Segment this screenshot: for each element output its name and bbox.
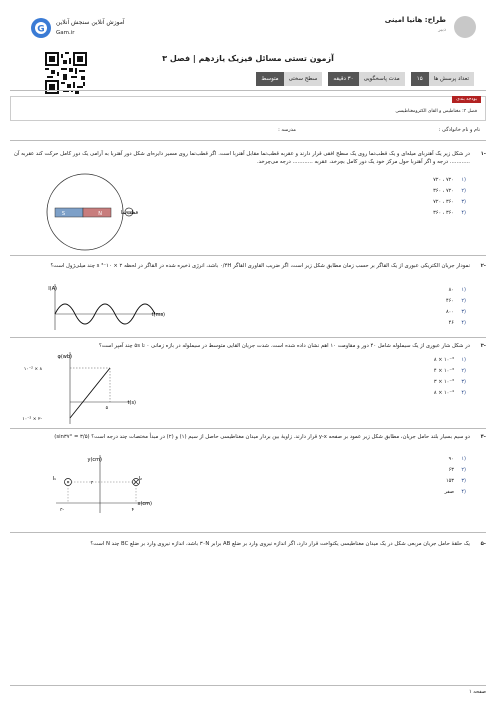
graph-x-tick: ۵: [105, 406, 108, 411]
syllabus-tag: بودجه بندی: [452, 96, 481, 103]
divider: [10, 90, 486, 91]
divider: [10, 255, 486, 256]
brand-logo: [30, 17, 52, 39]
x-tick-left: -۳: [59, 508, 64, 513]
question-number: -۱: [480, 151, 486, 157]
question-2: [10, 262, 486, 337]
option-2[interactable]: (۲ ۶۳: [448, 467, 466, 473]
option-3[interactable]: (۳ ۱۵۳: [445, 478, 466, 484]
divider: [10, 428, 486, 429]
questions-count-label: تعداد پرسش ها: [429, 72, 474, 86]
exam-header: [10, 10, 486, 84]
option-4[interactable]: (۴ ۳۶۰ ، ۳۶۰: [433, 210, 466, 216]
syllabus-text: فصل ۳: مغناطیس و القای الکترومغناطیسی: [395, 109, 477, 114]
divider: [10, 685, 486, 686]
school-label: مدرسه :: [278, 127, 296, 133]
option-2[interactable]: (۲ ۴ × ۱۰⁻³: [433, 368, 466, 374]
syllabus-box: [10, 96, 486, 121]
option-1[interactable]: (۱ ۹۰: [448, 456, 466, 462]
divider: [10, 532, 486, 533]
graph-y-label: φ(wb): [57, 354, 72, 360]
x-tick-right: ۴: [131, 508, 134, 513]
option-4[interactable]: (۴ ۸ × ۱۰⁻⁴: [433, 390, 466, 396]
question-number: -۲: [480, 263, 486, 269]
exam-title: آزمون تستی مسائل فیزیک یازدهم | فصل ۳: [162, 54, 334, 63]
difficulty-value: متوسط: [256, 72, 283, 86]
question-3: [10, 342, 486, 424]
graph-y-label: I(A): [48, 286, 57, 292]
option-1[interactable]: (۱ ۷۲۰ ، ۷۲۰: [433, 177, 466, 183]
graph-y-top-tick: ۸ × ۱۰⁻²: [23, 367, 42, 372]
option-3[interactable]: (۳ ۳ × ۱۰⁻³: [433, 379, 466, 385]
graph-y-label: y(cm): [87, 457, 102, 463]
question-1: [10, 150, 486, 250]
question-text: در شکل زیر یک آهنربای میله‌ای و یک قطب‌نما روی یک سطح افقی قرار دارند و عقربه قطب‌نما مقابل آهنربا است. اگر قطب‌نما روی مسیر دایره‌ای شکل دور آهنربا به آرامی یک دور کامل حرکت کند عقربه آن ............ درجه و اگر آهنربا حول مرکز خود یک دور کامل بچرخد، عقربه ............ درجه می‌چرخد.: [14, 151, 470, 165]
options-list: [416, 455, 466, 499]
wire-1-label: I₁: [52, 476, 56, 482]
duration-label: مدت پاسخگویی: [359, 72, 405, 86]
question-text: در شکل شار عبوری از یک سیملوله شامل ۴۰ دور و مقاومت ۱۰ اهم نشان داده شده است. شدت جریان القایی متوسط در سیملوله در بازه زمانی ۰ تا ۵s چند آمپر است؟: [98, 343, 470, 349]
question-number: -۳: [480, 343, 486, 349]
option-1[interactable]: (۱ ۸۰: [448, 287, 466, 293]
compass-label: قطب‌نما: [120, 210, 138, 216]
question-4: [10, 433, 486, 525]
flux-time-graph: [22, 350, 170, 426]
option-3[interactable]: (۳ ۸۰۰: [445, 309, 466, 315]
question-5: [10, 540, 486, 560]
duration-value: ۳۰ دقیقه: [328, 72, 358, 86]
wires-coordinate-figure: [50, 453, 190, 525]
graph-x-label: x(cm): [137, 501, 152, 507]
magnet-s-label: S: [61, 211, 65, 217]
question-text: یک حلقهٔ حامل جریان مربعی شکل در یک میدان مغناطیسی یکنواخت قرار دارد، اگر اندازه نیروی وارد بر ضلع AB برابر ۳۰N باشد، اندازه نیروی وارد بر ضلع BC چند N است؟: [90, 541, 470, 547]
option-4[interactable]: (۴ صفر: [444, 489, 466, 495]
magnet-compass-figure: [20, 172, 170, 252]
exam-info-bar: [134, 72, 474, 86]
page-number: صفحه ۱: [469, 689, 486, 695]
brand-name: آموزش آنلاین سنجش آنلاین: [56, 19, 125, 26]
questions-count-value: ۱۵: [411, 72, 429, 86]
option-2[interactable]: (۲ ۴۶۰: [445, 298, 466, 304]
option-2[interactable]: (۲ ۳۶۰ ، ۷۲۰: [433, 188, 466, 194]
brand-site[interactable]: Gam.ir: [56, 30, 75, 36]
divider: [10, 140, 486, 141]
question-text: نمودار جریان الکتریکی عبوری از یک القاگر بر حسب زمان مطابق شکل زیر است، اگر ضریب القاوری القاگر ۰/۴H باشد، انرژی ذخیره شده در القاگر در لحظه ۲ × ۱۰⁻³ s چند میلی‌ژول است؟: [50, 263, 470, 269]
student-name-label: نام و نام خانوادگی :: [438, 127, 480, 133]
graph-y-bottom-tick: -۲ × ۱۰⁻²: [22, 417, 42, 422]
y-tick-top: ۳: [90, 481, 93, 486]
option-1[interactable]: (۱ ۸ × ۱۰⁻³: [433, 357, 466, 363]
graph-x-label: t(s): [127, 400, 136, 406]
option-4[interactable]: (۴ ۴۶: [448, 320, 466, 326]
options-list: [416, 176, 466, 220]
magnet-n-label: N: [98, 211, 102, 217]
wire-2-label: I₂: [138, 476, 142, 482]
question-number: -۴: [480, 434, 486, 440]
options-list: [416, 356, 466, 400]
current-time-graph: [45, 282, 195, 332]
author-role: دبیر: [438, 27, 446, 33]
options-list: [416, 286, 466, 330]
divider: [10, 337, 486, 338]
question-number: -۵: [480, 541, 486, 547]
graph-x-label: t(ms): [151, 312, 165, 318]
difficulty-label: سطح سختی: [284, 72, 323, 86]
author-avatar: [454, 16, 476, 38]
author-name: طراح: هانیا امینی: [384, 16, 446, 24]
brand-logo-letter: G: [37, 24, 45, 35]
option-3[interactable]: (۳ ۷۲۰ ، ۳۶۰: [433, 199, 466, 205]
question-text: دو سیم بسیار بلند حامل جریان، مطابق شکل زیر عمود بر صفحه y-x قرار دارند. زاویهٔ بین بردار میدان مغناطیسی حاصل از سیم (۱) و (۲) در مبدأ مختصات چند درجه است؟ (sin۳۷° = ۳/۵): [54, 434, 470, 440]
